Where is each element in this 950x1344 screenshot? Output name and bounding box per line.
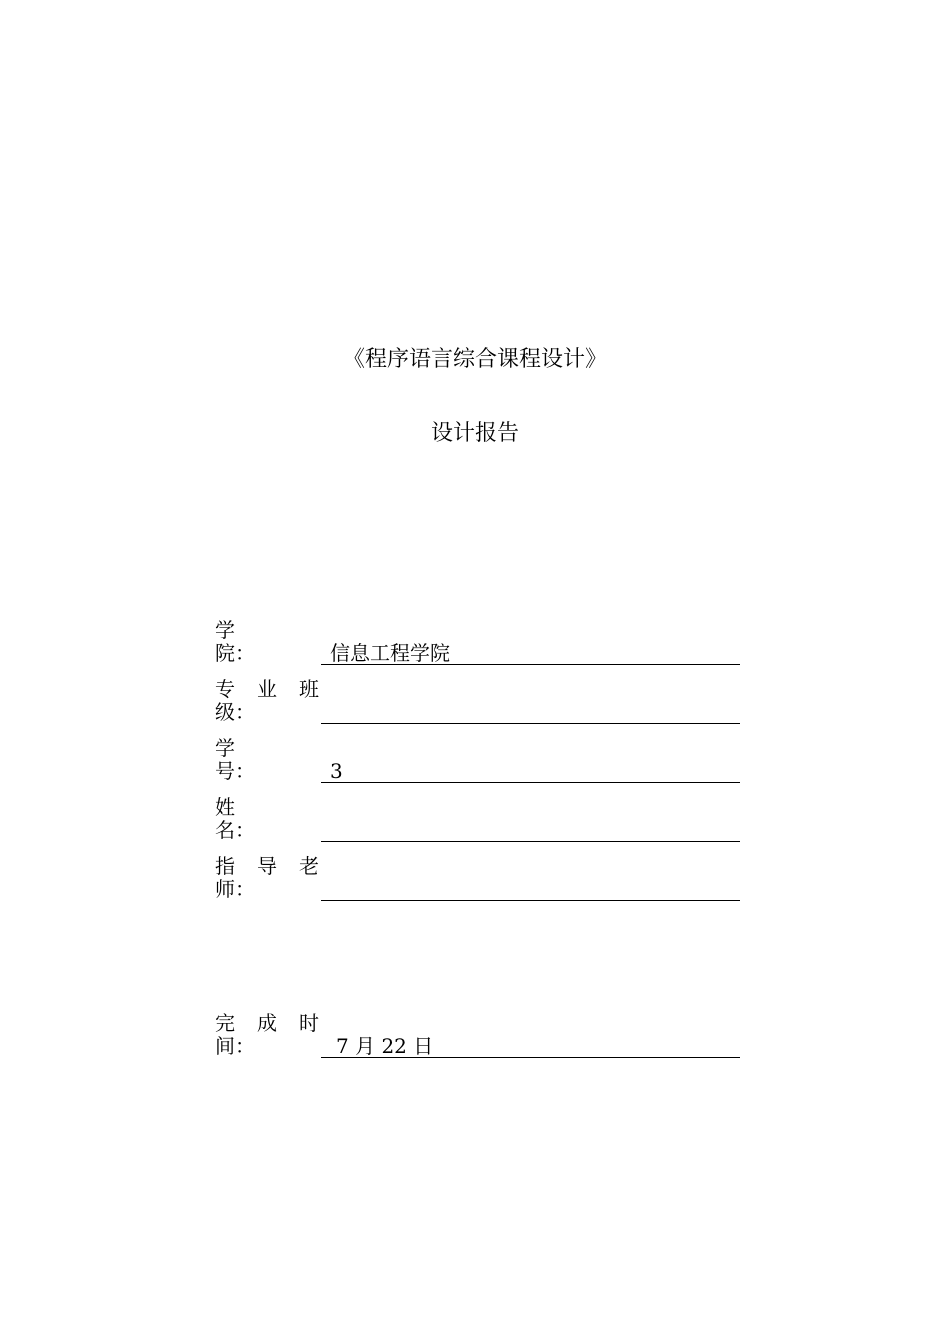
field-label: 完 成 时 间：: [215, 1011, 319, 1058]
field-college: [215, 619, 740, 678]
field-label: 姓 名：: [215, 795, 255, 842]
completion-time-value[interactable]: 7 月 22 日: [321, 1034, 740, 1058]
student-id-value[interactable]: 3: [321, 759, 740, 783]
info-form: [215, 619, 740, 1071]
field-student-id: [215, 737, 740, 796]
field-label: 学 院：: [215, 618, 255, 665]
field-name: [215, 796, 740, 855]
report-title: 《程序语言综合课程设计》: [342, 347, 607, 372]
field-advisor: [215, 855, 740, 914]
field-label: 专 业 班 级：: [215, 677, 319, 724]
name-value[interactable]: [321, 818, 740, 842]
field-label: 学 号：: [215, 736, 255, 783]
field-completion-time: [215, 1012, 740, 1071]
field-label: 指 导 老 师：: [215, 854, 319, 901]
field-major-class: [215, 678, 740, 737]
report-subtitle: 设计报告: [430, 421, 519, 446]
advisor-value[interactable]: [321, 877, 740, 901]
college-value[interactable]: 信息工程学院: [321, 641, 740, 665]
major-class-value[interactable]: [321, 700, 740, 724]
